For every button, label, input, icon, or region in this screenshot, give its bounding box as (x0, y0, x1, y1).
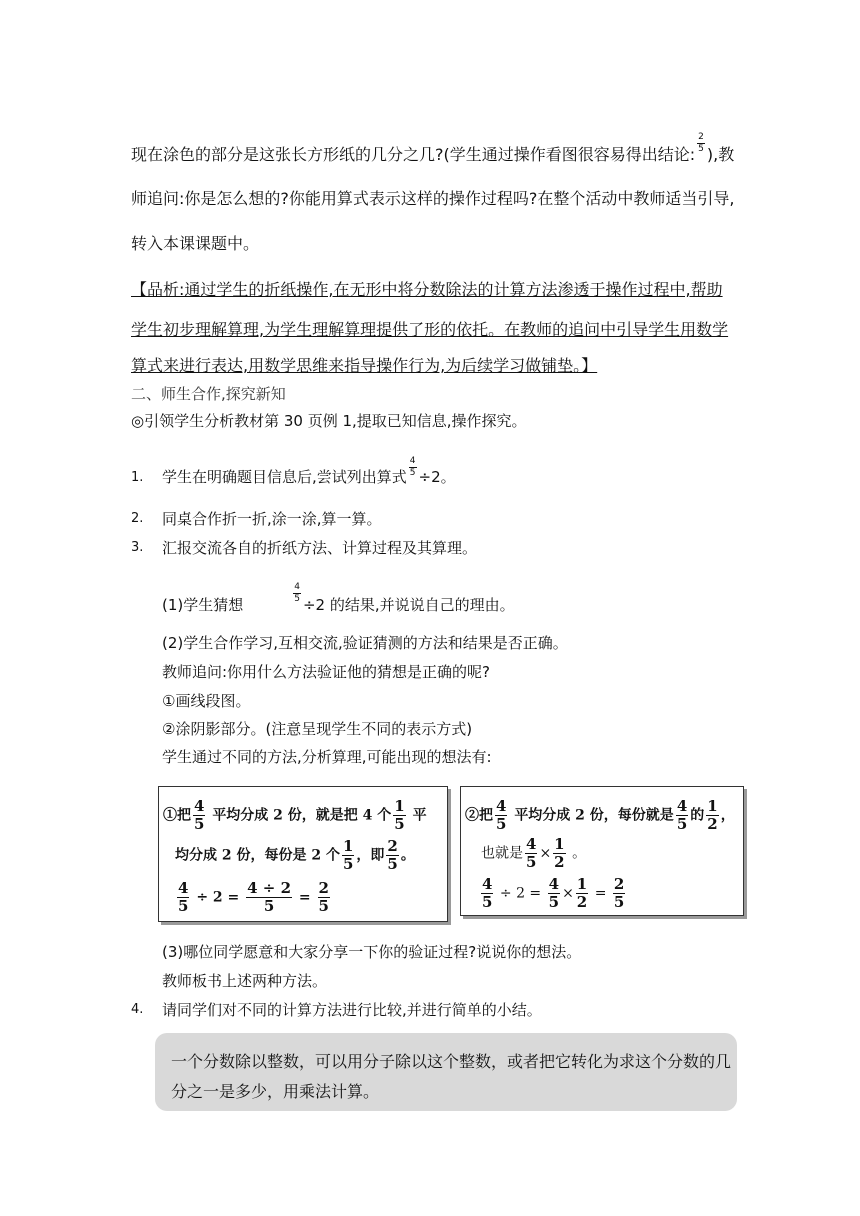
sub-line7: (3)哪位同学愿意和大家分享一下你的验证过程?说说你的想法。 (162, 943, 582, 961)
sub-guess: (1)学生猜想 $\frac{4}{5}$ ÷2 的结果,并说说自己的理由。 (162, 582, 515, 614)
method-box-1 (158, 786, 448, 922)
summary-box (155, 1033, 737, 1111)
fraction: $\frac{1}{2}$ (576, 875, 588, 911)
summary-line2: 分之一是多少，用乘法计算。 (171, 1082, 380, 1101)
fraction: $\frac{4}{5}$ (496, 797, 507, 833)
sub-line5: ②涂阴影部分。(注意呈现学生不同的表示方式) (162, 720, 473, 738)
fraction: $\frac{2}{5}$ (613, 875, 625, 911)
fraction: $\frac{4 \div 2}{5}$ (247, 879, 292, 915)
sub-line8: 教师板书上述两种方法。 (162, 972, 328, 990)
analysis-line3: 算式来进行表达,用数学思维来指导操作行为,为后续学习做铺垫。】 (131, 356, 598, 375)
summary-line1: 一个分数除以整数，可以用分子除以这个整数，或者把它转化为求这个分数的几 (171, 1052, 732, 1071)
fraction: $\frac{4}{5}$ (676, 797, 688, 833)
fraction-four-fifths: $\frac{4}{5}$ (409, 456, 416, 478)
fraction: $\frac{4}{5}$ (482, 875, 493, 911)
box1-line1: ①把 $\frac{4}{5}$ 平均分成 2 份，就是把 4 个 $\frac{1}{5}$ 平 (163, 797, 427, 833)
para1-line1-text-b: ),教 (706, 145, 735, 164)
fraction: $\frac{1}{5}$ (342, 837, 354, 873)
para1-line2: 师追问:你是怎么想的?你能用算式表示这样的操作过程吗?在整个活动中教师适当引导, (131, 189, 735, 208)
fraction: $\frac{4}{5}$ (526, 835, 537, 871)
fraction-two-fifths: $\frac{2}{5}$ (698, 132, 704, 154)
item-3-text: 汇报交流各自的折纸方法、计算过程及其算理。 (162, 539, 478, 557)
para1-line1-text-a: 现在涂色的部分是这张长方形纸的几分之几?(学生通过操作看图很容易得出结论: (131, 145, 696, 164)
box2-line2: 也就是 $\frac{4}{5}$ × $\frac{1}{2}$ 。 (481, 835, 587, 871)
fraction: $\frac{1}{2}$ (554, 835, 565, 871)
item-2-text: 同桌合作折一折,涂一涂,算一算。 (162, 510, 382, 528)
para1-line1 (131, 132, 735, 166)
fraction: $\frac{2}{5}$ (387, 837, 398, 873)
item-1-text: 学生在明确题目信息后,尝试列出算式 $\frac{4}{5}$ ÷2。 (162, 456, 456, 486)
sub-line2: (2)学生合作学习,互相交流,验证猜测的方法和结果是否正确。 (162, 634, 568, 652)
sub-line4: ①画线段图。 (162, 692, 251, 710)
intro-line: ◎引领学生分析教材第 30 页例 1,提取已知信息,操作探究。 (131, 412, 527, 430)
box1-line2: 均分成 2 份，每份是 2 个 $\frac{1}{5}$ ，即 $\frac{2}{5}$ 。 (175, 837, 415, 873)
section-heading: 二、师生合作,探究新知 (131, 385, 286, 403)
fraction: $\frac{4}{5}$ (178, 879, 189, 915)
box2-equation: $\frac{4}{5}$ ÷ 2 = $\frac{4}{5}$ × $\frac{1}{2}$ = $\frac{2}{5}$ (482, 875, 625, 911)
analysis-line1: 【品析:通过学生的折纸操作,在无形中将分数除法的计算方法渗透于操作过程中,帮助 (131, 280, 723, 299)
item-4-number: 4. (131, 1002, 144, 1017)
item-2-number: 2. (131, 511, 144, 526)
item-1-number: 1. (131, 470, 144, 485)
box1-equation: $\frac{4}{5}$ ÷ 2 = $\frac{4 \div 2}{5}$ = $\frac{2}{5}$ (178, 879, 329, 915)
fraction: $\frac{2}{5}$ (318, 879, 329, 915)
item-3-number: 3. (131, 540, 144, 555)
item-4-text: 请同学们对不同的计算方法进行比较,并进行简单的小结。 (162, 1001, 542, 1019)
fraction-four-fifths: $\frac{4}{5}$ (294, 582, 300, 604)
para1-line3: 转入本课课题中。 (131, 234, 260, 253)
box2-line1: ②把 $\frac{4}{5}$ 平均分成 2 份，每份就是 $\frac{4}{5}$ 的 $\frac{1}{2}$ ， (465, 797, 735, 833)
fraction: $\frac{1}{2}$ (707, 797, 718, 833)
analysis-line2: 学生初步理解算理,为学生理解算理提供了形的依托。在教师的追问中引导学生用数学 (131, 320, 729, 339)
sub-line3: 教师追问:你用什么方法验证他的猜想是正确的呢? (162, 663, 491, 681)
fraction: $\frac{4}{5}$ (194, 797, 205, 833)
method-box-2 (460, 786, 744, 916)
sub-line6: 学生通过不同的方法,分析算理,可能出现的想法有: (162, 748, 492, 766)
fraction: $\frac{4}{5}$ (548, 875, 560, 911)
fraction: $\frac{1}{5}$ (394, 797, 405, 833)
